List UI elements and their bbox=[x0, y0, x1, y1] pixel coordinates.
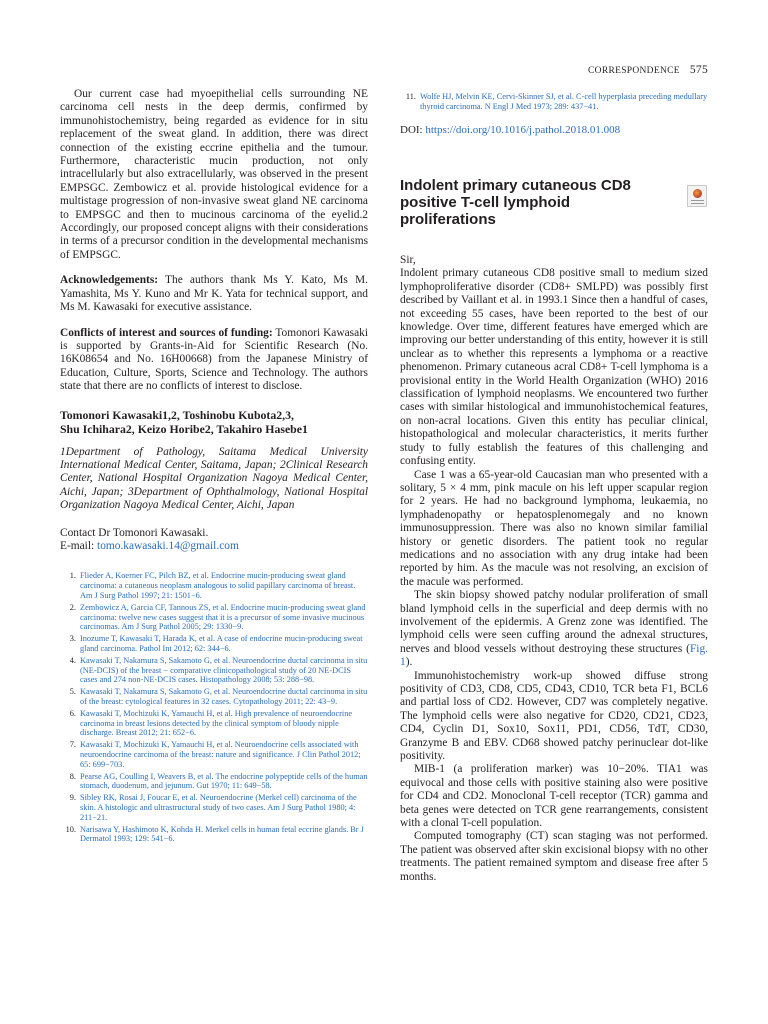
paragraph-case-1: Case 1 was a 65-year-old Caucasian man who presented with a solitary, 5 × 4 mm, pink macule on his left upper scapular region for 2 years. He had no background lymphoma, leukaemia, no lymphadenopathy or hepatosplenomegaly and no known immunosuppression. There was also no known similar familial history or genetic disorders. The patient took no regular medications and no association with any drug intake had been reported by him. As the macule was not resolving, an excision of the macule was performed. bbox=[400, 468, 708, 588]
section-label: CORRESPONDENCE bbox=[588, 66, 680, 76]
paragraph-immunohistochemistry: Immunohistochemistry work-up showed diffuse strong positivity of CD3, CD8, CD5, CD43, CD10, TCR beta F1, BCL6 and partial loss of CD2. However, CD7 was completely negative. The lymphoid cells were also negative for CD20, CD21, CD23, CD4, Cyclin D1, Sox10, Sox11, PD1, CD56, TdT, CD30, Granzyme B and EBV. CD68 showed patchy perinuclear dot-like positivity. bbox=[400, 669, 708, 763]
paragraph-ct-scan: Computed tomography (CT) scan staging was not performed. The patient was observed after skin excisional biopsy with no other treatments. The patient remained symptom and disease free after 5 months. bbox=[400, 830, 708, 883]
paragraph-biopsy: The skin biopsy showed patchy nodular proliferation of small bland lymphoid cells in the superficial and deep dermis with no involvement of the epidermis. A Grenz zone was identified. The lymphoid cells were seen cuffing around the adnexal structures, nerves and blood vessels without destroying these structures (Fig. 1). bbox=[400, 589, 708, 669]
conflict-heading: Conflicts of interest and sources of funding: bbox=[60, 326, 273, 339]
reference-link[interactable]: Inozume T, Kawasaki T, Harada K, et al. A case of endocrine mucin-producing sweat gland carcinoma. Pathol Int 2012; 62: 344−6. bbox=[80, 634, 363, 653]
right-column bbox=[400, 88, 708, 884]
reference-link[interactable]: Kawasaki T, Mochizuki K, Yamauchi H, et al. Neuroendocrine cells associated with neuroendocrine carcinoma of the breast: nature and significance. J Clin Pathol 2012; 65: 699−703. bbox=[80, 740, 361, 769]
salutation: Sir, bbox=[400, 254, 416, 266]
doi-line bbox=[400, 124, 708, 137]
reference-link[interactable]: Zembowicz A, Garcia CF, Tannous ZS, et al. Endocrine mucin-producing sweat gland carcinoma: twelve new cases suggest that it is a precursor of some invasive mucinous carcinomas. Am J Surg Pathol 2005; 29: 1330−9. bbox=[80, 602, 366, 632]
reference-item bbox=[60, 772, 368, 792]
reference-number: 7. bbox=[69, 740, 76, 750]
ack-text: The authors thank Ms Y. Kato, Ms M. Yamashita, Ms Y. Kuno and Mr K. Yata for technical support, and Ms M. Kawasaki for executive assistance. bbox=[60, 274, 368, 314]
author-block bbox=[60, 408, 368, 436]
reference-link[interactable]: Wolfe HJ, Melvin KE, Cervi-Skinner SJ, et al. C-cell hyperplasia preceding medullary thyroid carcinoma. N Engl J Med 1973; 289: 437−41. bbox=[420, 92, 708, 111]
authors-line-2: Shu Ichihara2, Keizo Horibe2, Takahiro Hasebe1 bbox=[60, 421, 308, 436]
reference-link[interactable]: Pearse AG, Coulling I, Weavers B, et al. The endocrine polypeptide cells of the human stomach, duodenum, and jejunum. Gut 1970; 11: 649−58. bbox=[80, 771, 368, 791]
contact-line: Contact Dr Tomonori Kawasaki. bbox=[60, 526, 209, 539]
ack-heading: Acknowledgements: bbox=[60, 274, 159, 287]
reference-number: 11. bbox=[405, 92, 416, 101]
conflicts bbox=[60, 327, 368, 394]
reference-link[interactable]: Kawasaki T, Mochizuki K, Yamauchi H, et al. High prevalence of neuroendocrine carcinoma in breast lesions detected by the clinical symptom of bloody nipple discharge. Breast 2012; 21: 652−6. bbox=[80, 708, 353, 738]
reference-link[interactable]: Narisawa Y, Hashimoto K, Kohda H. Merkel cells in human fetal eccrine glands. Br J Dermatol 1993; 129: 541−6. bbox=[80, 824, 364, 844]
doi-link[interactable]: https://doi.org/10.1016/j.pathol.2018.01.008 bbox=[425, 123, 621, 136]
authors-line-1: Tomonori Kawasaki1,2, Toshinobu Kubota2,3, bbox=[60, 407, 294, 422]
reference-number: 9. bbox=[69, 793, 76, 803]
email-line bbox=[60, 540, 368, 553]
reference-number: 5. bbox=[69, 687, 76, 697]
reference-item bbox=[60, 634, 368, 654]
reference-item bbox=[60, 709, 368, 738]
reference-item bbox=[60, 825, 368, 845]
article-title: Indolent primary cutaneous CD8 positive T-cell lymphoid proliferations bbox=[400, 177, 631, 228]
running-header bbox=[588, 64, 708, 76]
check-updates-icon bbox=[693, 189, 702, 198]
page-number: 575 bbox=[689, 64, 708, 76]
paragraph-discussion: Our current case had myoepithelial cells surrounding NE carcinoma cell nests in the deep dermis, confirmed by immunohistochemistry, being regarded as evidence for in situ replacement of the sweat gland. In addition, there was direct connection of the existing eccrine epithelia and the tumour. Furthermore, characteristic mucin production, not only intracellularly but also extracellularly, was observed in the present EMPSGC. Zembowicz et al. provide histological evidence for a multistage progression of non-invasive sweat gland NE carcinoma to EMPSGC and then to mucinous carcinoma of the eyelid.2 Accordingly, our proposed concept aligns with their considerations in terms of a precursor condition in the developmental mechanisms of EMPSGC. bbox=[60, 88, 368, 261]
affiliations: 1Department of Pathology, Saitama Medical University International Medical Center, Saitama, Japan; 2Clinical Research Center, National Hospital Organization Nagoya Medical Center, Aichi, Japan; 3Department of Ophthalmology, National Hospital Organization Nagoya Medical Center, Aichi, Japan bbox=[60, 445, 368, 512]
reference-number: 1. bbox=[69, 571, 76, 581]
reference-link[interactable]: Kawasaki T, Nakamura S, Sakamoto G, et al. Neuroendocrine ductal carcinoma in situ of the breast: cytological features in 32 cases. Cytopathology 2011; 22: 43−9. bbox=[80, 687, 368, 706]
reference-item bbox=[60, 656, 368, 685]
reference-number: 3. bbox=[69, 634, 76, 644]
email-label: E-mail: bbox=[60, 539, 95, 552]
reference-item bbox=[60, 687, 368, 707]
paragraph-intro: Indolent primary cutaneous CD8 positive small to medium sized lymphoproliferative disorder (CD8+ SMLPD) was possibly first described by Vaillant et al. in 1993.1 Since then a handful of cases, not exceeding 55 cases, have been reported to the best of our knowledge. Over time, different features have emerged which are improving our better understanding of this entity, however it is still unclear as to whether this represents a lymphoma or a reactive phenomenon. Primary cutaneous acral CD8+ T-cell lymphoma is a provisional entity in the World Health Organization (WHO) 2016 classification of lymphoid neoplasms. We encountered two further cases with similar histological and immunohistochemical features, on non-acral locations. Given this entity has peculiar clinical, histopathological and molecular characteristics, it merits further study to fully establish the features of this challenging and confusing entity. bbox=[400, 267, 708, 468]
reference-number: 6. bbox=[69, 708, 76, 718]
doi-label: DOI: bbox=[400, 123, 423, 136]
reference-item bbox=[60, 740, 368, 769]
reference-list bbox=[60, 571, 368, 844]
reference-link[interactable]: Flieder A, Koerner FC, Pilch BZ, et al. Endocrine mucin-producing sweat gland carcinoma: a cutaneous neoplasm analogous to solid papillary carcinoma of breast. Am J Surg Pathol 1997; 21: 1501−6. bbox=[80, 571, 356, 600]
email-link[interactable]: tomo.kawasaki.14@gmail.com bbox=[97, 539, 239, 552]
reference-item bbox=[60, 603, 368, 632]
reference-number: 10. bbox=[65, 824, 76, 834]
left-column bbox=[60, 88, 368, 846]
reference-list-continued bbox=[400, 92, 708, 112]
reference-item bbox=[400, 92, 708, 112]
acknowledgements bbox=[60, 274, 368, 314]
conflict-text: Tomonori Kawasaki is supported by Grants-in-Aid for Scientific Research (No. 16K08654 and No. 16H00668) from the Japanese Ministry of Education, Culture, Sports, Science and Technology. The authors state that there are no conflicts of interest to disclose. bbox=[60, 326, 368, 393]
reference-item bbox=[60, 571, 368, 600]
paragraph-mib1: MIB-1 (a proliferation marker) was 10−20%. TIA1 was equivocal and those cells with positive staining also were positive for CD4 and CD2. Monoclonal T-cell receptor (TCR) gamma and beta genes were detected on TCR gene rearrangements, consistent with a clonal T-cell population. bbox=[400, 763, 708, 830]
reference-link[interactable]: Kawasaki T, Nakamura S, Sakamoto G, et al. Neuroendocrine ductal carcinoma in situ (NE-DCIS) of the breast − comparative clinicopathological study of 20 NE-DCIS cases and 274 non-NE-DCIS cases. Histopathology 2008; 53: 288−98. bbox=[80, 655, 368, 685]
reference-number: 4. bbox=[69, 655, 76, 665]
reference-number: 8. bbox=[69, 771, 76, 781]
reference-number: 2. bbox=[69, 602, 76, 612]
figure-link[interactable]: Fig. 1 bbox=[400, 642, 708, 669]
reference-item bbox=[60, 793, 368, 822]
reference-link[interactable]: Sibley RK, Rosai J, Foucar E, et al. Neuroendocrine (Merkel cell) carcinoma of the skin. A histologic and ultrastructural study of two cases. Am J Surg Pathol 1980; 4: 211−21. bbox=[80, 793, 357, 822]
check-for-updates-badge[interactable] bbox=[687, 185, 707, 207]
